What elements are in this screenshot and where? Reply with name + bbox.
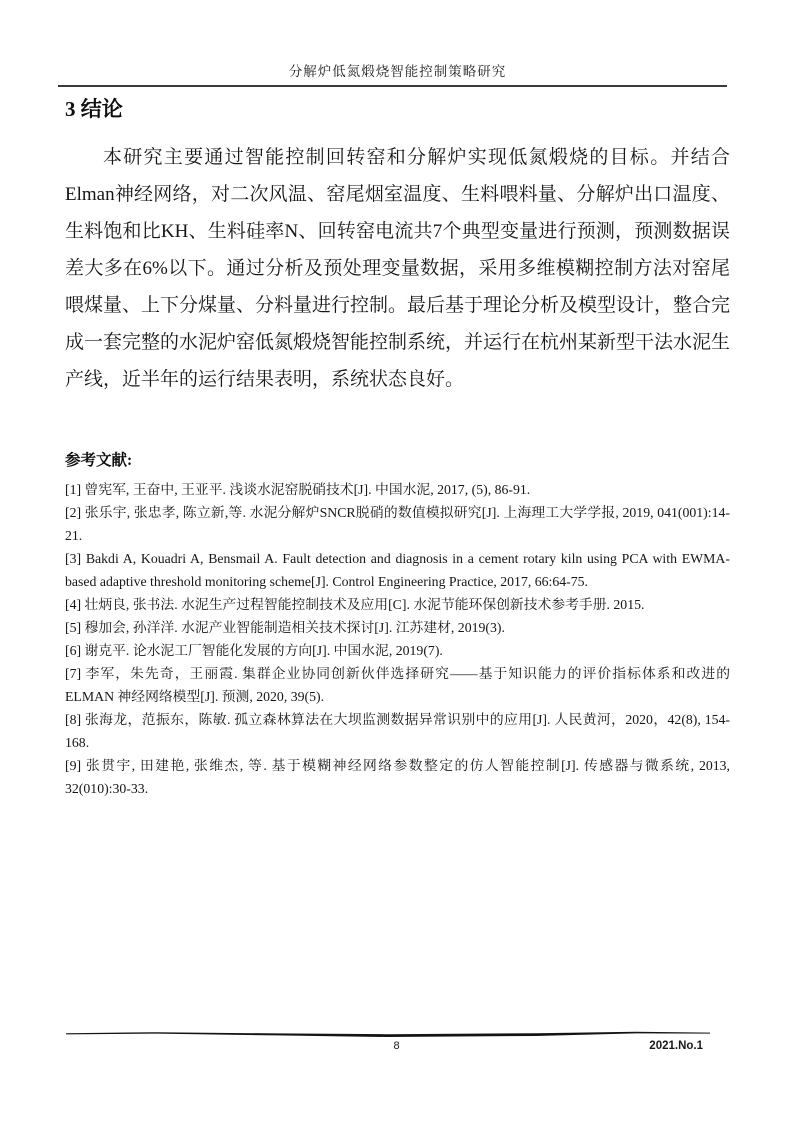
section-heading-conclusion: 3 结论: [65, 97, 123, 121]
footer-page-number: 8: [393, 1040, 400, 1052]
reference-item-7: [7] 李军，朱先奇，王丽霞. 集群企业协同创新伙伴选择研究——基于知识能力的评价指标体系和改进的ELMAN 神经网络模型[J]. 预测, 2020, 39(5).: [65, 666, 730, 704]
reference-item-6: [6] 谢克平. 论水泥工厂智能化发展的方向[J]. 中国水泥, 2019(7).: [65, 643, 443, 658]
reference-item-9: [9] 张贯宇, 田建艳, 张维杰, 等. 基于模糊神经网络参数整定的仿人智能控制[J]. 传感器与微系统, 2013, 32(010):30-33.: [65, 758, 730, 796]
page-content: [65, 0, 730, 800]
reference-item-1: [1] 曾宪军, 王奋中, 王亚平. 浅谈水泥窑脱硝技术[J]. 中国水泥, 2017, (5), 86-91.: [65, 482, 531, 497]
reference-item-2: [2] 张乐宇, 张忠孝, 陈立新,等. 水泥分解炉SNCR脱硝的数值模拟研究[J]. 上海理工大学学报, 2019, 041(001):14-21.: [65, 505, 730, 543]
running-header-title: 分解炉低氮煅烧智能控制策略研究: [288, 64, 507, 79]
conclusion-paragraph: 本研究主要通过智能控制回转窑和分解炉实现低氮煅烧的目标。并结合Elman神经网络，对二次风温、窑尾烟室温度、生料喂料量、分解炉出口温度、生料饱和比KH、生料硅率N、回转窑电流共7个典型变量进行预测，预测数据误差大多在6%以下。通过分析及预处理变量数据，采用多维模糊控制方法对窑尾喂煤量、上下分煤量、分料量进行控制。最后基于理论分析及模型设计，整合完成一套完整的水泥炉窑低氮煅烧智能控制系统，并运行在杭州某新型干法水泥生产线，近半年的运行结果表明，系统状态良好。: [65, 147, 731, 390]
footer-issue-label: 2021.No.1: [649, 1040, 703, 1052]
reference-list: [65, 478, 730, 800]
reference-item-8: [8] 张海龙，范振东，陈敏. 孤立森林算法在大坝监测数据异常识别中的应用[J]. 人民黄河，2020，42(8), 154-168.: [65, 712, 730, 750]
page-footer: [0, 1030, 793, 1054]
reference-item-3: [3] Bakdi A, Kouadri A, Bensmail A. Fault detection and diagnosis in a cement rotary kiln using PCA with EWMA-based adaptive threshold monitoring scheme[J]. Control Engineering Practice, 2017, 66:64-75.: [65, 551, 730, 589]
reference-item-5: [5] 穆加会, 孙洋洋. 水泥产业智能制造相关技术探讨[J]. 江苏建材, 2019(3).: [65, 620, 505, 635]
header-rule: [58, 85, 727, 87]
footer-rule: [66, 1030, 710, 1038]
footer-texts: [0, 1038, 793, 1054]
references-heading: 参考文献:: [65, 452, 133, 469]
reference-item-4: [4] 壮炳良, 张书法. 水泥生产过程智能控制技术及应用[C]. 水泥节能环保创新技术参考手册. 2015.: [65, 597, 645, 612]
